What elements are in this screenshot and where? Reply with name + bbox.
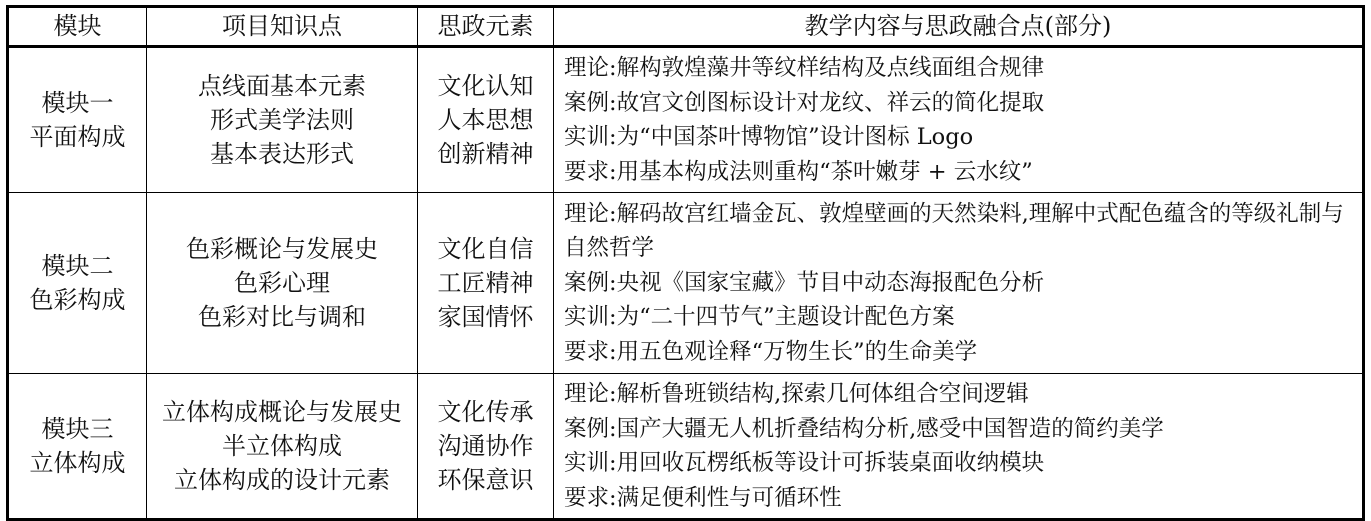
header-content: 教学内容与思政融合点(部分)	[554, 7, 1364, 47]
module-number: 模块三	[41, 415, 114, 443]
module-title: 平面构成	[29, 123, 126, 151]
element-item: 创新精神	[437, 140, 534, 168]
content-line: 要求:用五色观诠释“万物生长”的生命美学	[564, 338, 978, 365]
module-number: 模块二	[41, 252, 114, 280]
content-line: 理论:解构敦煌藻井等纹样结构及点线面组合规律	[564, 55, 1045, 81]
knowledge-item: 形式美学法则	[210, 106, 354, 134]
content-line: 理论:解析鲁班锁结构,探索几何体组合空间逻辑	[564, 381, 1029, 407]
element-item: 人本思想	[437, 106, 534, 134]
element-item: 文化自信	[437, 235, 534, 263]
content-cell	[554, 47, 1364, 193]
element-item: 家国情怀	[437, 303, 534, 331]
table-row	[8, 47, 1364, 193]
knowledge-item: 色彩对比与调和	[198, 303, 366, 331]
knowledge-item: 基本表达形式	[210, 140, 354, 168]
knowledge-item: 点线面基本元素	[198, 72, 366, 100]
element-item: 文化认知	[437, 72, 534, 100]
knowledge-cell	[147, 193, 418, 374]
elements-cell	[418, 193, 554, 374]
content-line: 案例:国产大疆无人机折叠结构分析,感受中国智造的简约美学	[564, 415, 1164, 442]
knowledge-item: 立体构成的设计元素	[174, 466, 390, 494]
content-cell	[554, 374, 1364, 520]
module-title: 立体构成	[29, 449, 126, 477]
knowledge-cell	[147, 374, 418, 520]
module-cell	[8, 47, 147, 193]
module-number: 模块一	[41, 89, 114, 117]
content-line: 实训:用回收瓦楞纸板等设计可拆装桌面收纳模块	[564, 450, 1045, 476]
knowledge-item: 半立体构成	[222, 432, 342, 460]
header-elements: 思政元素	[418, 7, 554, 47]
element-item: 工匠精神	[437, 269, 534, 297]
knowledge-cell	[147, 47, 418, 193]
content-line: 案例:央视《国家宝藏》节目中动态海报配色分析	[564, 269, 1045, 296]
module-cell	[8, 374, 147, 520]
curriculum-table	[6, 5, 1365, 521]
content-line: 实训:为“中国茶叶博物馆”设计图标 Logo	[564, 124, 974, 150]
header-knowledge: 项目知识点	[147, 7, 418, 47]
table-row	[8, 193, 1364, 374]
header-row	[8, 7, 1364, 47]
content-line: 理论:解码故宫红墙金瓦、敦煌壁画的天然染料,理解中式配色蕴含的等级礼制与自然哲学	[564, 200, 1344, 262]
knowledge-item: 色彩概论与发展史	[186, 235, 378, 263]
element-item: 沟通协作	[437, 432, 534, 460]
elements-cell	[418, 374, 554, 520]
content-cell	[554, 193, 1364, 374]
content-line: 要求:用基本构成法则重构“茶叶嫩芽 + 云水纹”	[564, 158, 1033, 185]
content-line: 要求:满足便利性与可循环性	[564, 484, 842, 511]
table-row	[8, 374, 1364, 520]
knowledge-item: 立体构成概论与发展史	[162, 398, 402, 426]
element-item: 环保意识	[437, 466, 534, 494]
module-title: 色彩构成	[29, 286, 126, 314]
module-cell	[8, 193, 147, 374]
content-line: 案例:故宫文创图标设计对龙纹、祥云的简化提取	[564, 89, 1045, 116]
knowledge-item: 色彩心理	[234, 269, 330, 297]
header-module: 模块	[8, 7, 147, 47]
element-item: 文化传承	[437, 398, 534, 426]
elements-cell	[418, 47, 554, 193]
content-line: 实训:为“二十四节气”主题设计配色方案	[564, 304, 955, 331]
